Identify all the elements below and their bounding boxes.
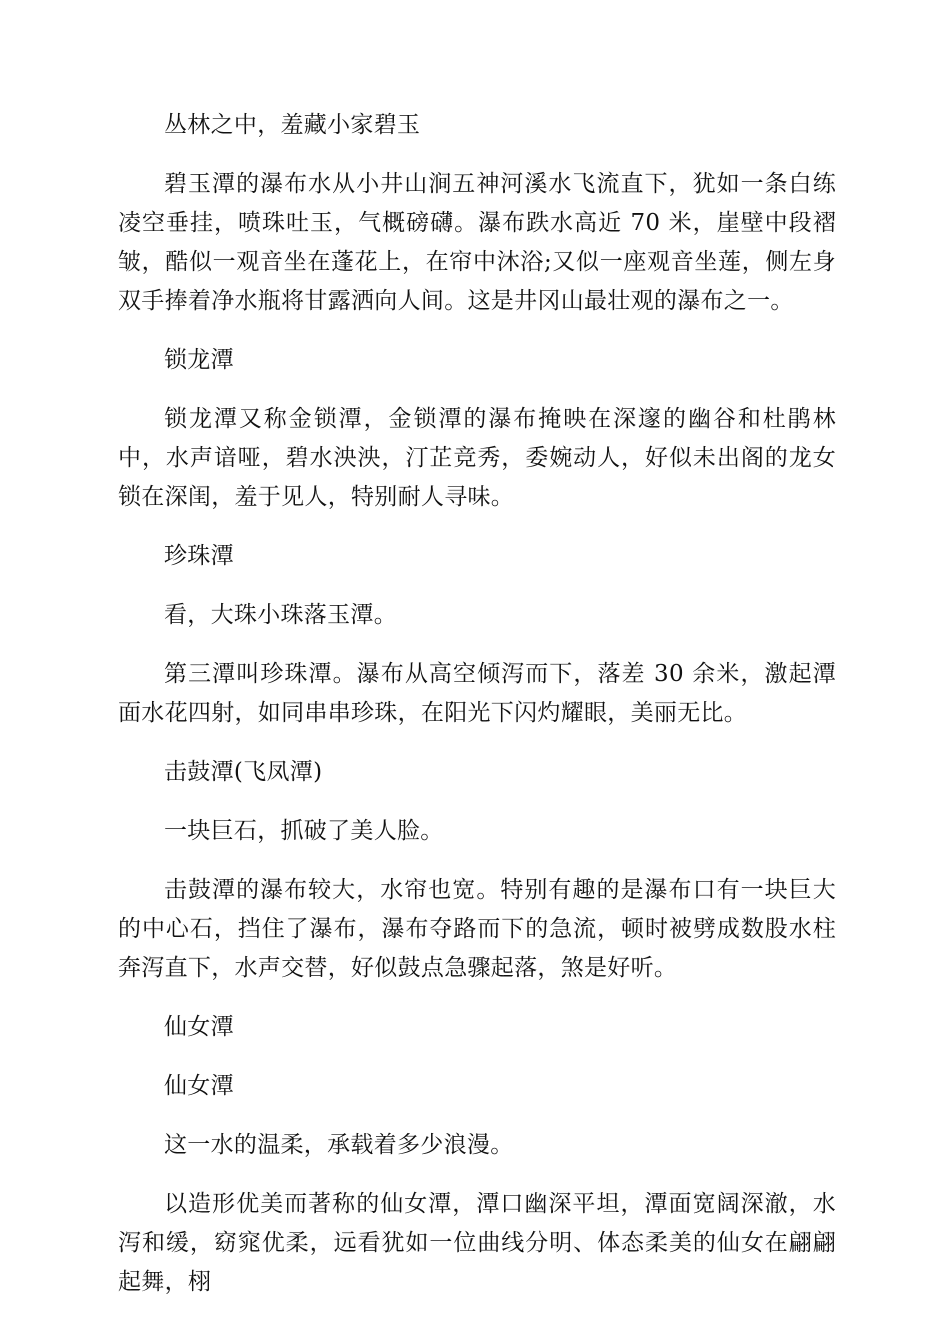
paragraph-jigu-tagline: 一块巨石，抓破了美人脸。 — [164, 818, 444, 844]
paragraph-heading-biyu: 丛林之中，羞藏小家碧玉 — [164, 112, 421, 138]
paragraph-xiannv-tagline: 这一水的温柔，承载着多少浪漫。 — [164, 1132, 514, 1158]
paragraph-zhenzhu-tagline: 看，大珠小珠落玉潭。 — [164, 602, 397, 628]
paragraph-suolong-description: 锁龙潭又称金锁潭，金锁潭的瀑布掩映在深邃的幽谷和杜鹃林中，水声谙哑，碧水泱泱，汀芷竞秀，委婉动人，好似未出阁的龙女锁在深闺，羞于见人，特别耐人寻味。 — [118, 406, 836, 510]
paragraph-subheading-xiannv: 仙女潭 — [164, 1073, 234, 1099]
paragraph-zhenzhu-description: 第三潭叫珍珠潭。瀑布从高空倾泻而下，落差 30 余米，激起潭面水花四射，如同串串珍珠，在阳光下闪灼耀眼，美丽无比。 — [118, 661, 836, 726]
paragraph-xiannv-description: 以造形优美而著称的仙女潭，潭口幽深平坦，潭面宽阔深澈，水泻和缓，窈窕优柔，远看犹如一位曲线分明、体态柔美的仙女在翩翩起舞，栩 — [118, 1191, 836, 1295]
document-page — [118, 106, 836, 1322]
paragraph-biyu-description: 碧玉潭的瀑布水从小井山涧五神河溪水飞流直下，犹如一条白练凌空垂挂，喷珠吐玉，气概磅礴。瀑布跌水高近 70 米，崖壁中段褶皱，酷似一观音坐在蓬花上，在帘中沐浴;又似一座观音坐莲，侧左身双手捧着净水瓶将甘露洒向人间。这是井冈山最壮观的瀑布之一。 — [118, 171, 836, 314]
paragraph-heading-zhenzhu: 珍珠潭 — [164, 543, 234, 569]
paragraph-heading-xiannv: 仙女潭 — [164, 1014, 234, 1040]
paragraph-heading-jigu: 击鼓潭(飞凤潭) — [164, 759, 323, 785]
paragraph-jigu-description: 击鼓潭的瀑布较大，水帘也宽。特别有趣的是瀑布口有一块巨大的中心石，挡住了瀑布，瀑布夺路而下的急流，顿时被劈成数股水柱奔泻直下，水声交替，好似鼓点急骤起落，煞是好听。 — [118, 877, 836, 981]
paragraph-heading-suolong: 锁龙潭 — [164, 347, 234, 373]
